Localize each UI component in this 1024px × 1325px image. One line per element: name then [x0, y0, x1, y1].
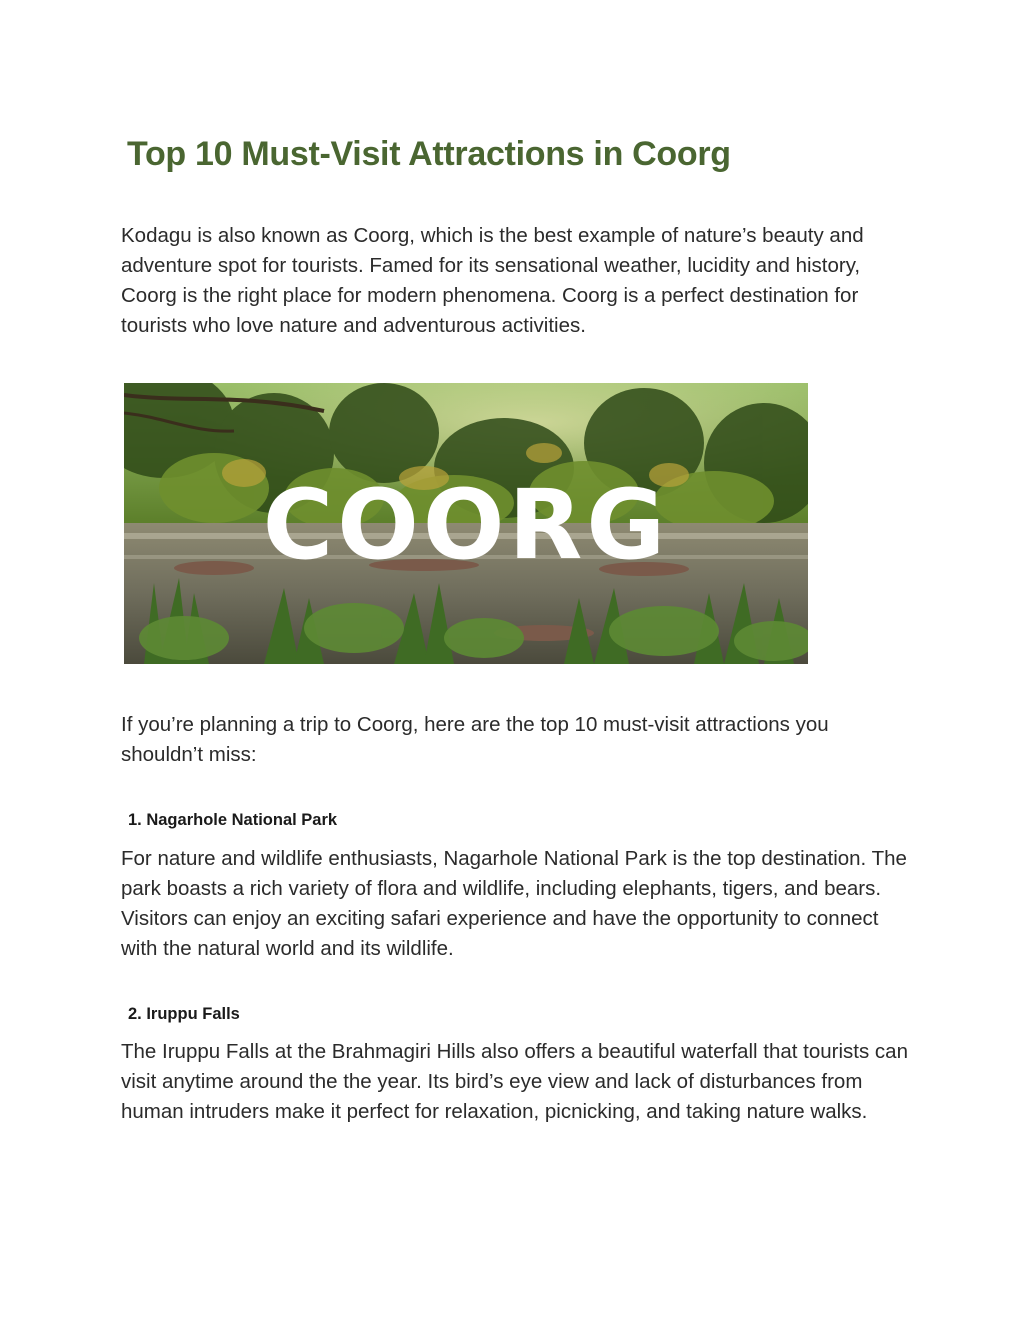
coorg-hero-image [124, 383, 808, 664]
section-body-iruppu-falls: The Iruppu Falls at the Brahmagiri Hills also offers a beautiful waterfall that tourists can visit anytime around the the year. Its bird’s eye view and lack of disturbances from human intruders make it perfect for relaxation, picnicking, and taking nature walks. [121, 1040, 908, 1123]
section-body-nagarhole: For nature and wildlife enthusiasts, Nagarhole National Park is the top destination. The park boasts a rich variety of flora and wildlife, including elephants, tigers, and bears. Visitors can enjoy an exciting safari experience and have the opportunity to connect with the natural world and its wildlife. [121, 847, 907, 960]
page-title: Top 10 Must-Visit Attractions in Coorg [127, 135, 731, 173]
coorg-overlay-text: COORG [262, 469, 670, 581]
lead-paragraph: If you’re planning a trip to Coorg, here are the top 10 must-visit attractions you shouldn’t miss: [121, 713, 829, 766]
section-heading-iruppu-falls: 2. Iruppu Falls [128, 1005, 240, 1023]
intro-paragraph: Kodagu is also known as Coorg, which is the best example of nature’s beauty and adventure spot for tourists. Famed for its sensational weather, lucidity and history, Coorg is the right place for modern phenomena. Coorg is a perfect destination for tourists who love nature and adventurous activities. [121, 224, 864, 337]
section-heading-nagarhole: 1. Nagarhole National Park [128, 811, 338, 829]
